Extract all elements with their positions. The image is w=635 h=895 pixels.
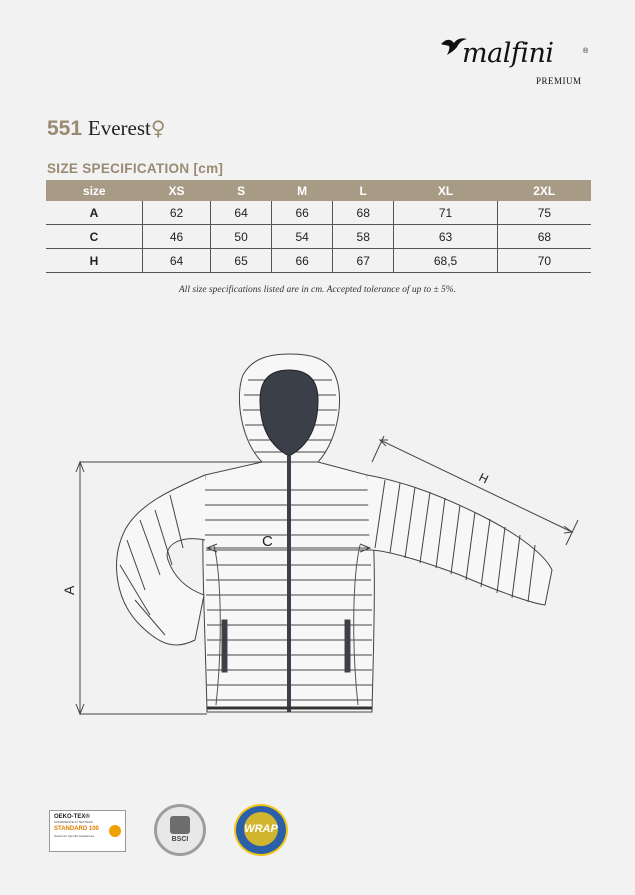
row-label: H bbox=[46, 249, 142, 273]
dimension-label-c: C bbox=[262, 533, 273, 550]
table-cell: 66 bbox=[272, 201, 333, 225]
wrap-text: WRAP bbox=[244, 823, 278, 835]
header-cell: XS bbox=[142, 180, 210, 201]
product-code: 551 bbox=[47, 117, 83, 140]
brand-registered-mark: ® bbox=[583, 48, 589, 55]
row-label: C bbox=[46, 225, 142, 249]
table-cell: 63 bbox=[394, 225, 498, 249]
right-sleeve bbox=[367, 475, 552, 605]
tolerance-note: All size specifications listed are in cm. Accepted tolerance of up to ± 5%. bbox=[178, 285, 457, 295]
oeko-line2: Tested for harmful substances bbox=[54, 834, 95, 838]
header-cell: 2XL bbox=[497, 180, 591, 201]
table-cell: 71 bbox=[394, 201, 498, 225]
header-cell: S bbox=[211, 180, 272, 201]
oeko-line1: CONFIDENCE IN TEXTILES bbox=[54, 820, 93, 824]
table-cell: 58 bbox=[333, 225, 394, 249]
bsci-badge bbox=[154, 804, 206, 856]
table-cell: 54 bbox=[272, 225, 333, 249]
row-label: A bbox=[46, 201, 142, 225]
oeko-tex-badge bbox=[49, 810, 126, 852]
table-cell: 66 bbox=[272, 249, 333, 273]
left-sleeve bbox=[117, 475, 205, 645]
table-cell: 64 bbox=[142, 249, 210, 273]
table-cell: 75 bbox=[497, 201, 591, 225]
header-cell: L bbox=[333, 180, 394, 201]
header-cell: size bbox=[46, 180, 142, 201]
table-cell: 65 bbox=[211, 249, 272, 273]
dimension-label-h: H bbox=[476, 470, 491, 487]
table-cell: 70 bbox=[497, 249, 591, 273]
oeko-standard: STANDARD 100 bbox=[54, 826, 99, 832]
table-cell: 46 bbox=[142, 225, 210, 249]
table-cell: 50 bbox=[211, 225, 272, 249]
table-cell: 64 bbox=[211, 201, 272, 225]
oeko-title: OEKO-TEX® bbox=[54, 814, 90, 820]
bsci-center-icon bbox=[170, 816, 190, 834]
brand-name: malfini bbox=[462, 38, 554, 69]
bsci-text: BSCI bbox=[171, 836, 189, 843]
header-cell: M bbox=[272, 180, 333, 201]
dimension-label-a: A bbox=[61, 585, 77, 595]
table-cell: 68 bbox=[497, 225, 591, 249]
header-cell: XL bbox=[394, 180, 498, 201]
oeko-flower-icon bbox=[109, 825, 121, 837]
wrap-badge bbox=[234, 804, 288, 856]
table-cell: 67 bbox=[333, 249, 394, 273]
brand-subtitle: PREMIUM bbox=[536, 76, 582, 86]
female-symbol-icon: ♀ bbox=[150, 116, 166, 140]
table-cell: 62 bbox=[142, 201, 210, 225]
table-cell: 68,5 bbox=[394, 249, 498, 273]
product-name: Everest bbox=[87, 116, 151, 140]
table-cell: 68 bbox=[333, 201, 394, 225]
section-title: SIZE SPECIFICATION [cm] bbox=[47, 161, 224, 176]
